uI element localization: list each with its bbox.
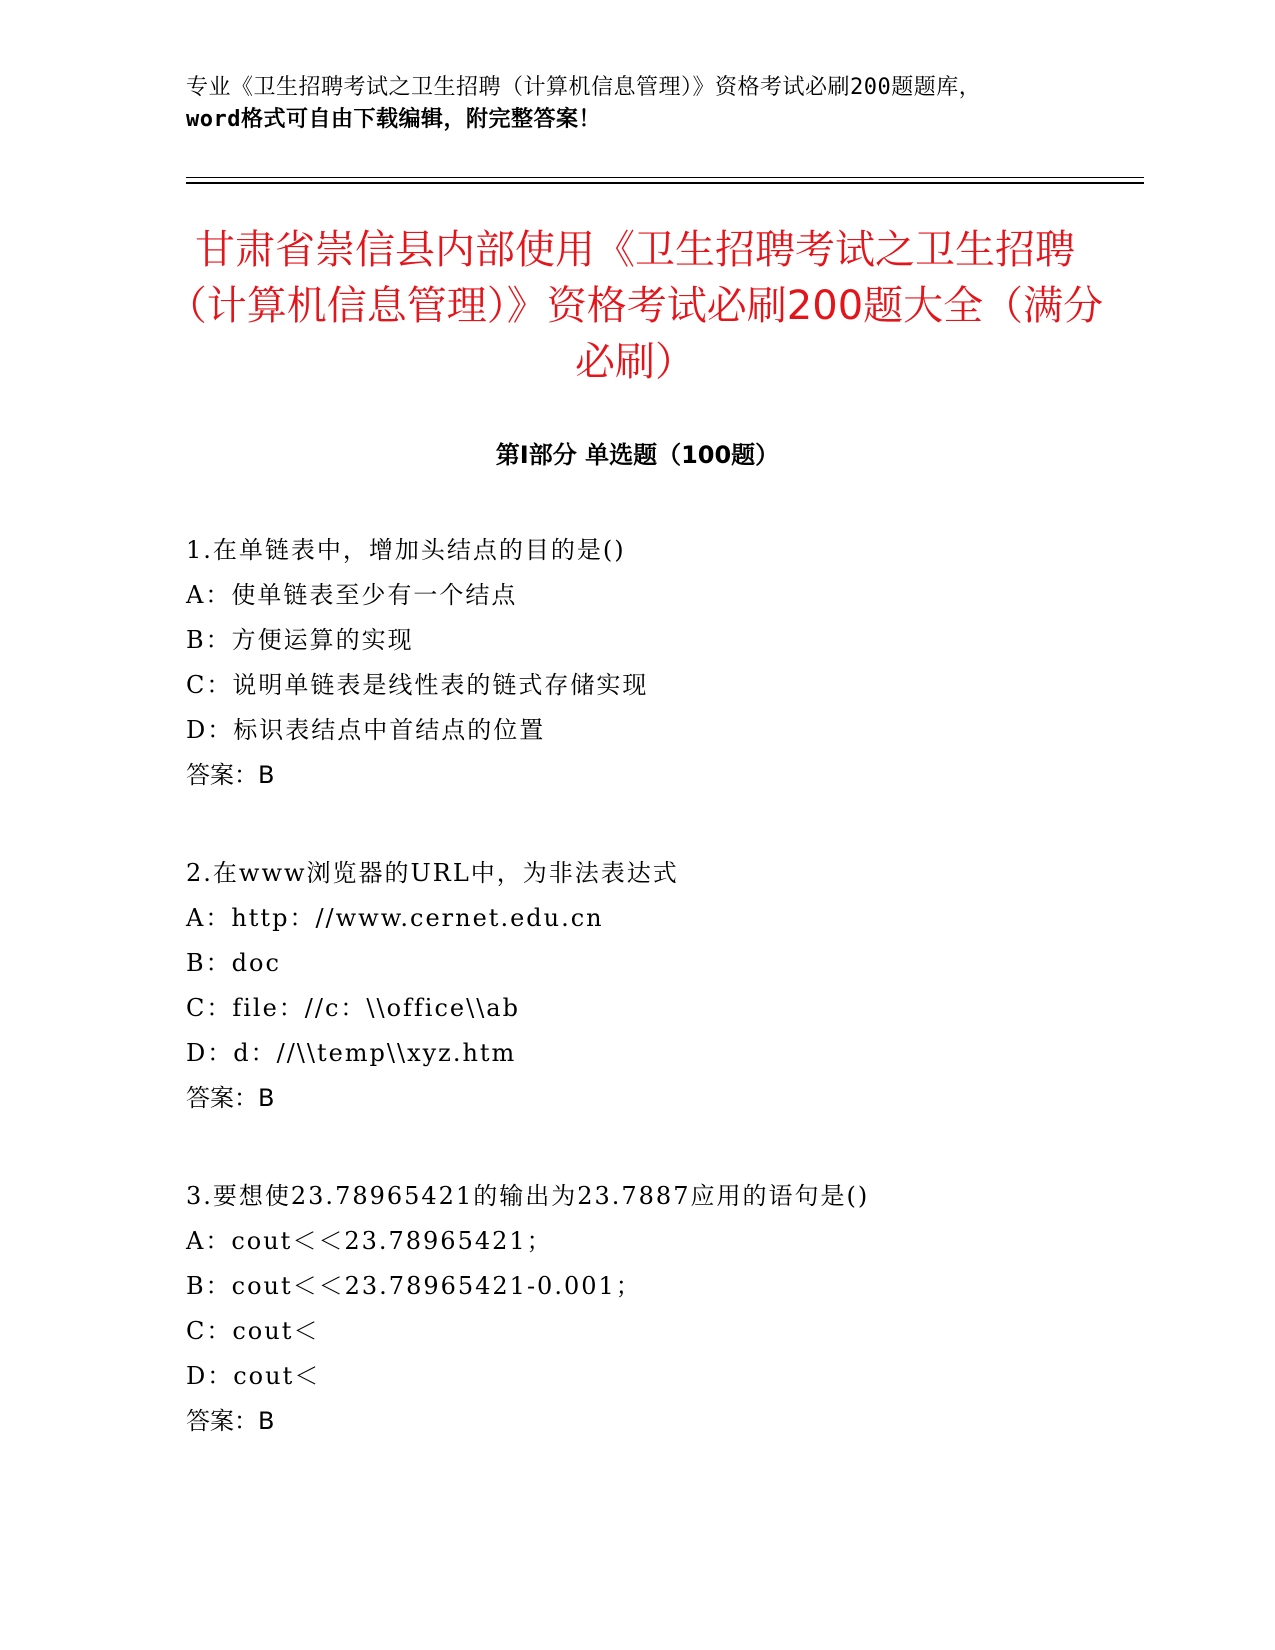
option-d: D：标识表结点中首结点的位置 <box>186 716 546 744</box>
option-a: A：cout＜＜23.78965421； <box>186 1227 553 1255</box>
section-heading: 第Ⅰ部分 单选题（100题） <box>495 441 780 469</box>
header-divider-thin <box>186 177 1144 178</box>
option-c: C：cout＜ <box>186 1317 320 1345</box>
option-b: B：doc <box>186 949 281 977</box>
question-item <box>186 1174 1146 1444</box>
question-item <box>186 528 1146 798</box>
header-divider-thick <box>186 182 1144 184</box>
header-note-line2: word格式可自由下载编辑，附完整答案！ <box>186 107 601 132</box>
question-stem: 1.在单链表中，增加头结点的目的是() <box>186 536 626 564</box>
question-stem: 2.在www浏览器的URL中，为非法表达式 <box>186 859 679 887</box>
question-item <box>186 851 1146 1121</box>
header-note <box>186 72 1086 136</box>
option-a: A：http：//www.cernet.edu.cn <box>186 904 604 932</box>
option-a: A：使单链表至少有一个结点 <box>186 581 518 609</box>
option-b: B：方便运算的实现 <box>186 626 414 654</box>
option-d: D：d：//\\temp\\xyz.htm <box>186 1039 517 1067</box>
document-title: 甘肃省崇信县内部使用《卫生招聘考试之卫生招聘（计算机信息管理）》资格考试必刷200题大全（满分必刷） <box>166 227 1104 385</box>
question-list <box>186 528 1146 1497</box>
option-d: D：cout＜ <box>186 1362 321 1390</box>
answer-line: 答案：B <box>186 1084 275 1112</box>
question-stem: 3.要想使23.78965421的输出为23.7887应用的语句是() <box>186 1182 870 1210</box>
option-b: B：cout＜＜23.78965421-0.001； <box>186 1272 642 1300</box>
header-note-line1: 专业《卫生招聘考试之卫生招聘（计算机信息管理）》资格考试必刷200题题库， <box>186 75 982 100</box>
answer-line: 答案：B <box>186 761 275 789</box>
option-c: C：说明单链表是线性表的链式存储实现 <box>186 671 649 699</box>
answer-line: 答案：B <box>186 1407 275 1435</box>
option-c: C：file：//c：\\office\\ab <box>186 994 520 1022</box>
